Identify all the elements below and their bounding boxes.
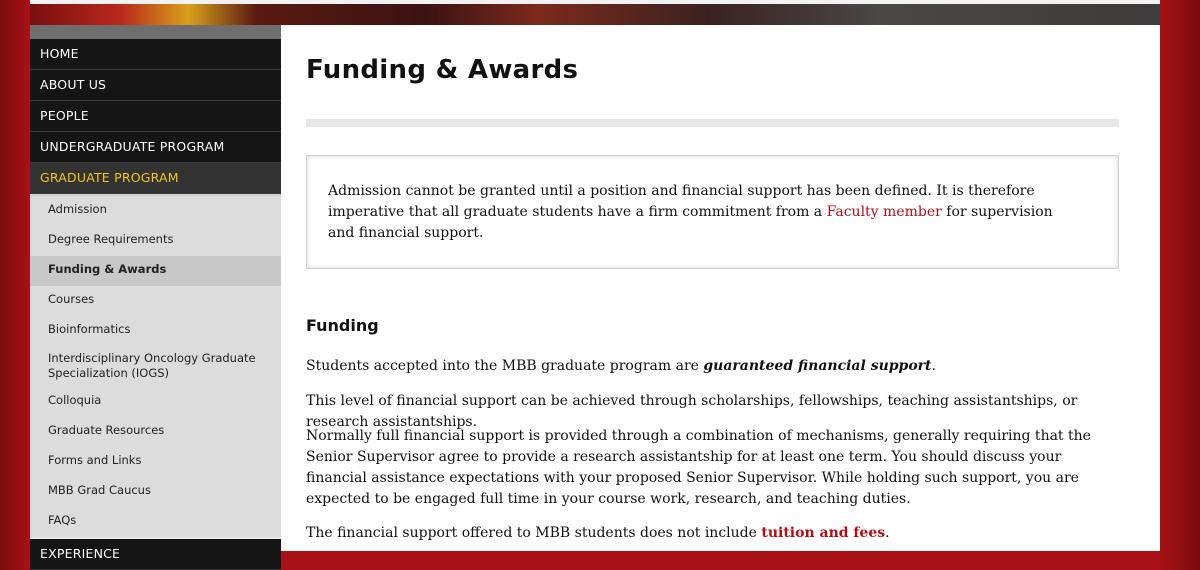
- nav-sub-degree-requirements[interactable]: Degree Requirements: [48, 232, 174, 246]
- notice-text: [328, 181, 1068, 244]
- nav-sub-forms-links[interactable]: Forms and Links: [48, 453, 142, 467]
- nav-graduate-program[interactable]: GRADUATE PROGRAM: [30, 163, 281, 194]
- nav-about-us[interactable]: ABOUT US: [30, 70, 281, 101]
- sidebar: [30, 25, 281, 561]
- p4-before: The financial support offered to MBB students does not include: [306, 525, 762, 541]
- paragraph-support-options: This level of financial support can be achieved through scholarships, fellowships, teaching assistantships, or research assistantships.: [306, 393, 1078, 430]
- p1-before: Students accepted into the MBB graduate program are: [306, 358, 704, 374]
- faculty-member-link[interactable]: Faculty member: [826, 204, 942, 220]
- nav-sub-funding-awards[interactable]: Funding & Awards: [30, 256, 281, 286]
- p1-emphasis: guaranteed financial support: [703, 358, 932, 374]
- nav-undergraduate-program[interactable]: UNDERGRADUATE PROGRAM: [30, 132, 281, 163]
- header-banner: [30, 0, 1160, 25]
- banner-strip: [30, 0, 1160, 4]
- main-content: [281, 25, 1160, 551]
- nav-experience[interactable]: EXPERIENCE: [30, 539, 281, 570]
- nav-people[interactable]: PEOPLE: [30, 101, 281, 132]
- paragraph-mechanisms: Normally full financial support is provided through a combination of mechanisms, generally requiring that the Senior Supervisor agree to provide a research assistantship for at least one term. You should discuss your financial assistance expectations with your proposed Senior Supervisor. While holding such support, you are expected to be engaged full time in your course work, research, and teaching duties.: [306, 428, 1091, 507]
- p1-after: .: [931, 358, 936, 374]
- nav-home[interactable]: HOME: [30, 39, 281, 70]
- nav-sub-colloquia[interactable]: Colloquia: [48, 393, 102, 407]
- nav-sub-graduate-resources[interactable]: Graduate Resources: [48, 423, 165, 437]
- notice-text-before: Admission cannot be granted until a position and financial support has been defined. It is therefore imperative that all graduate students have a firm commitment from a: [328, 183, 1035, 220]
- tuition-fees-link[interactable]: tuition and fees: [761, 525, 886, 541]
- sidebar-top-bar: [30, 25, 281, 39]
- paragraph-tuition: [306, 523, 1121, 544]
- paragraph-guaranteed: [306, 356, 1121, 377]
- nav-sub-bioinformatics[interactable]: Bioinformatics: [48, 322, 131, 336]
- admission-notice: [306, 155, 1119, 269]
- nav-sub-admission[interactable]: Admission: [48, 202, 107, 216]
- title-divider: [306, 119, 1119, 127]
- nav-sub-iogs[interactable]: Interdisciplinary Oncology Graduate Specialization (IOGS): [48, 351, 256, 380]
- p4-after: .: [885, 525, 890, 541]
- page-title: Funding & Awards: [306, 55, 579, 85]
- nav-sub-faqs[interactable]: FAQs: [48, 513, 77, 527]
- funding-heading: Funding: [306, 316, 379, 335]
- nav-sub-grad-caucus[interactable]: MBB Grad Caucus: [48, 483, 151, 497]
- notice-text-after: for supervision and financial support.: [328, 204, 1053, 241]
- page: [30, 0, 1160, 561]
- nav-sub-courses[interactable]: Courses: [48, 292, 95, 306]
